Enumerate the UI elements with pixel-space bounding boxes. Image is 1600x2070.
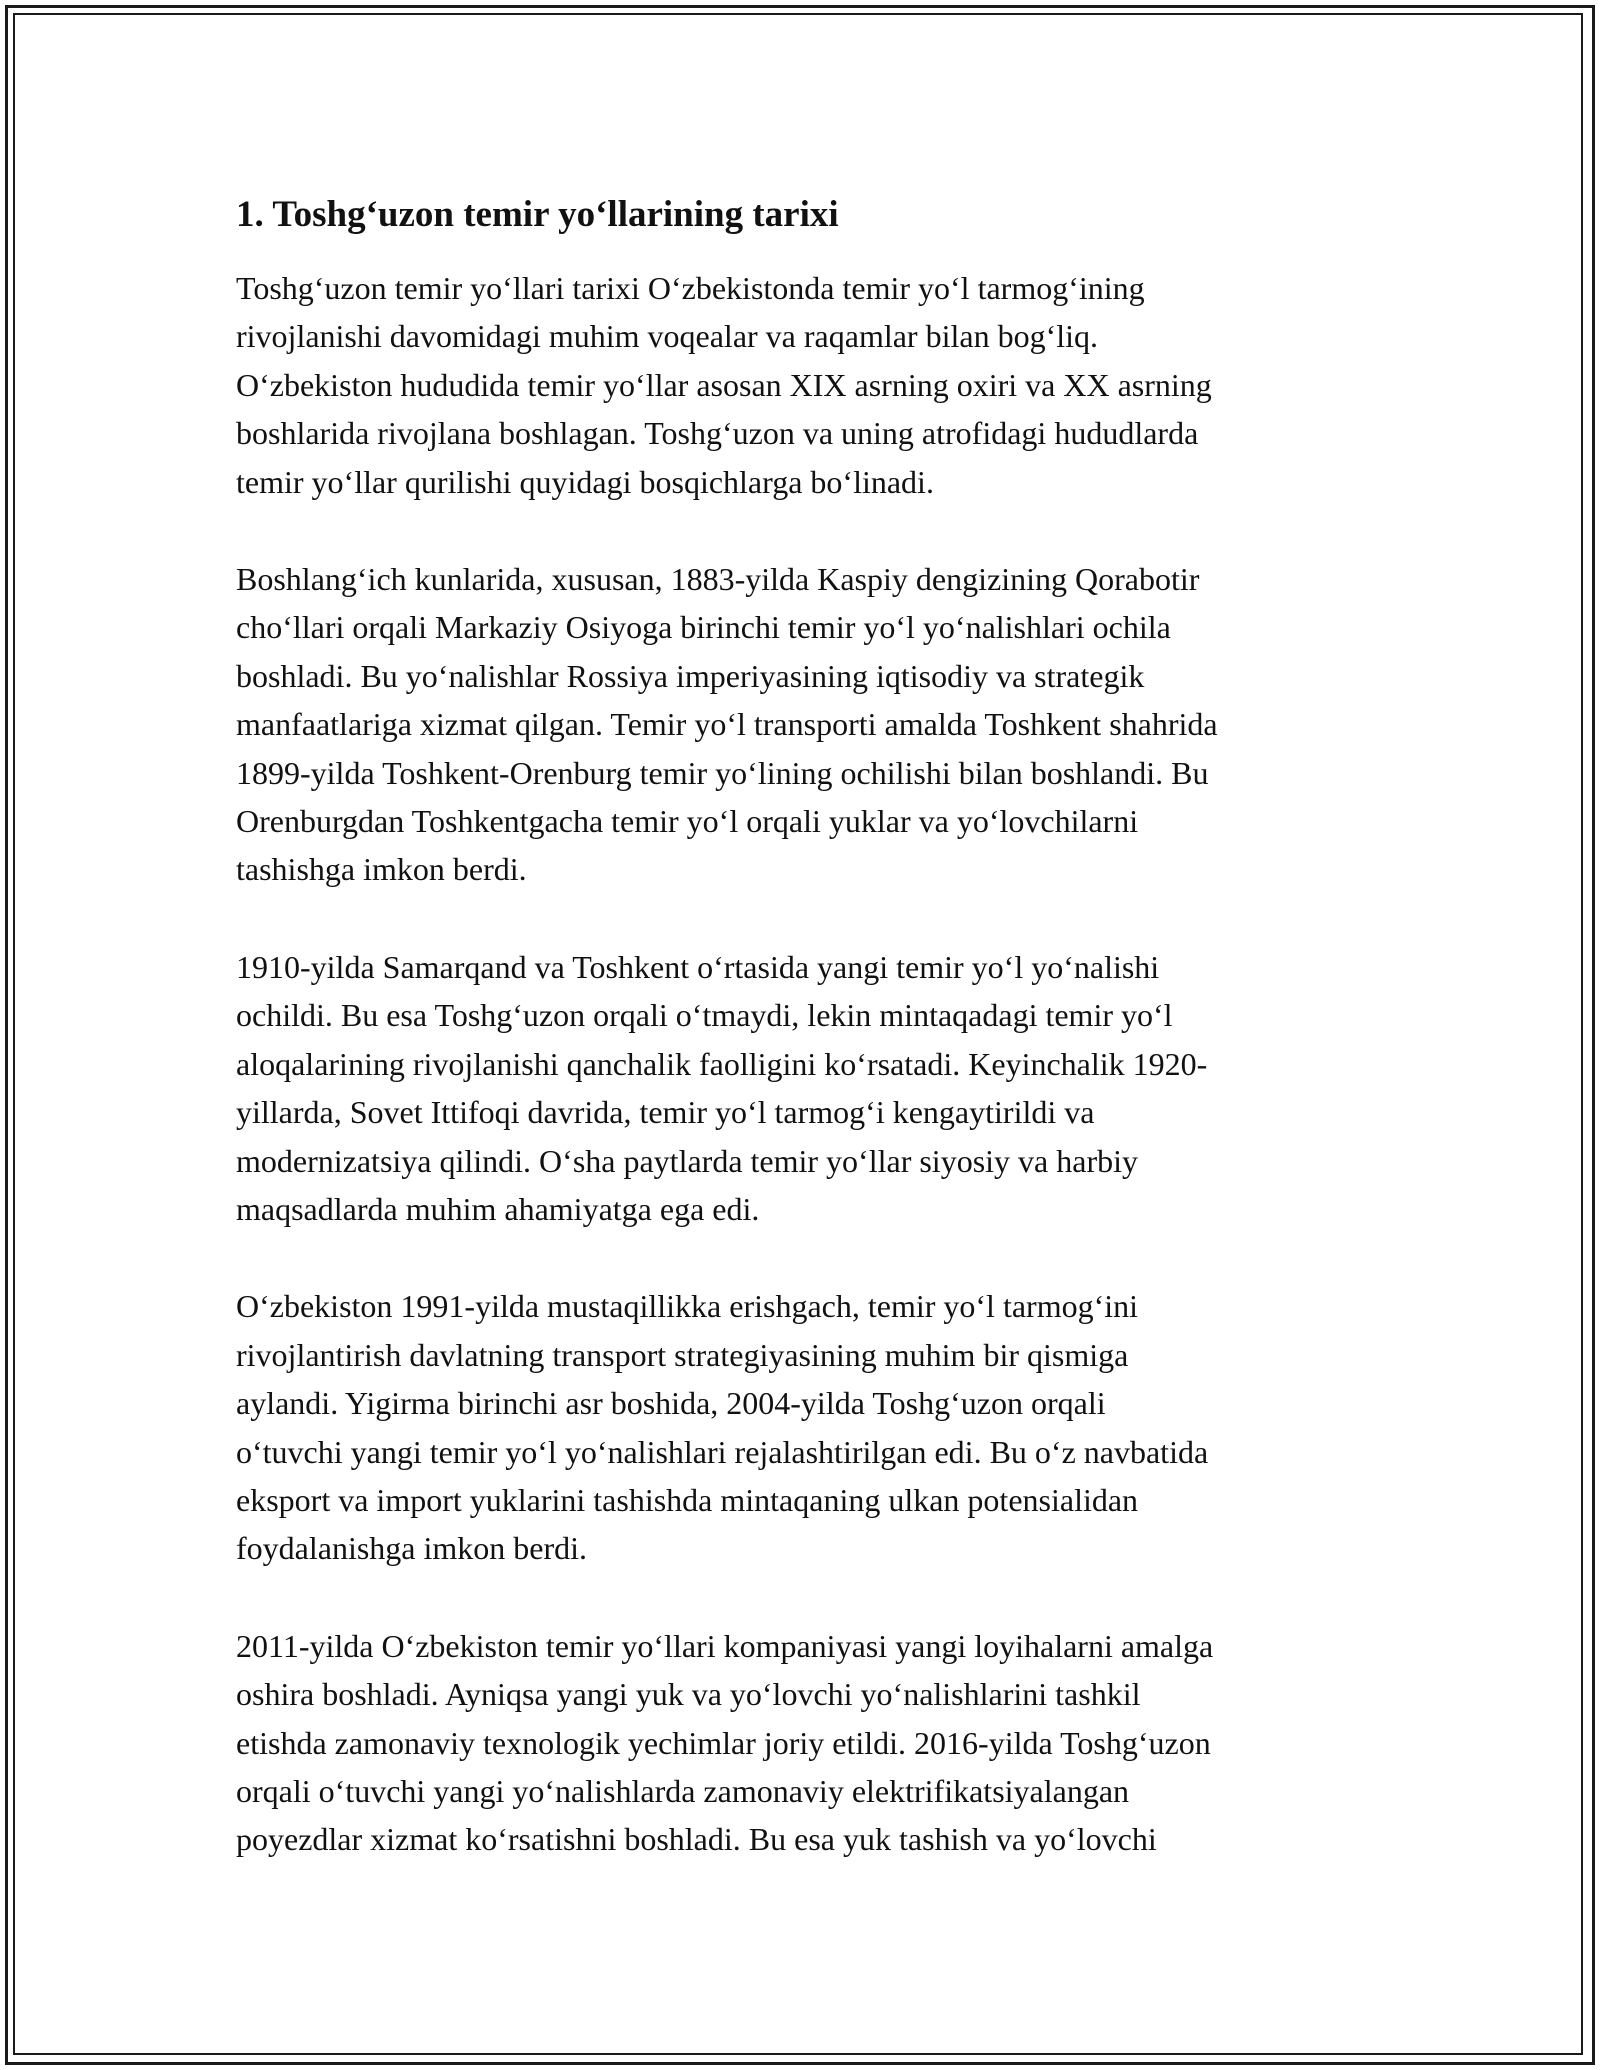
paragraph-line: aloqalarining rivojlanishi qanchalik faolligini ko‘rsatadi. Keyinchalik 1920- bbox=[236, 1045, 1208, 1082]
paragraph-line: manfaatlariga xizmat qilgan. Temir yo‘l transporti amalda Toshkent shahrida bbox=[236, 706, 1218, 743]
paragraph-line: o‘tuvchi yangi temir yo‘l yo‘nalishlari rejalashtirilgan edi. Bu o‘z navbatida bbox=[236, 1433, 1209, 1470]
paragraph-line: 2011-yilda O‘zbekiston temir yo‘llari kompaniyasi yangi loyihalarni amalga bbox=[236, 1627, 1214, 1664]
paragraph-line: eksport va import yuklarini tashishda mintaqaning ulkan potensialidan bbox=[236, 1481, 1139, 1518]
paragraph-line: Toshg‘uzon temir yo‘llari tarixi O‘zbekistonda temir yo‘l tarmog‘ining bbox=[236, 270, 1145, 306]
paragraph-line: rivojlanishi davomidagi muhim voqealar va raqamlar bilan bog‘liq. bbox=[236, 318, 1098, 355]
paragraph-line: maqsadlarda muhim ahamiyatga ega edi. bbox=[236, 1190, 760, 1227]
paragraph-line: oshira boshladi. Ayniqsa yangi yuk va yo‘lovchi yo‘nalishlarini tashkil bbox=[236, 1676, 1141, 1713]
document-page bbox=[236, 186, 1370, 1913]
paragraph-line: orqali o‘tuvchi yangi yo‘nalishlarda zamonaviy elektrifikatsiyalangan bbox=[236, 1772, 1130, 1809]
paragraph-line: yillarda, Sovet Ittifoqi davrida, temir yo‘l tarmog‘i kengaytirildi va bbox=[236, 1094, 1095, 1131]
paragraph-line: modernizatsiya qilindi. O‘sha paytlarda temir yo‘llar siyosiy va harbiy bbox=[236, 1142, 1138, 1179]
section-heading: 1. Toshg‘uzon temir yo‘llarining tarixi bbox=[236, 194, 839, 235]
paragraph-line: poyezdlar xizmat ko‘rsatishni boshladi. Bu esa yuk tashish va yo‘lovchi bbox=[236, 1821, 1157, 1858]
paragraph-line: tashishga imkon berdi. bbox=[236, 851, 527, 888]
paragraph-line: O‘zbekiston hududida temir yo‘llar asosan XIX asrning oxiri va XX asrning bbox=[236, 366, 1212, 403]
paragraph-line: aylandi. Yigirma birinchi asr boshida, 2004-yilda Toshg‘uzon orqali bbox=[236, 1385, 1106, 1422]
paragraph-line: temir yo‘llar qurilishi quyidagi bosqichlarga bo‘linadi. bbox=[236, 463, 934, 500]
body-paragraph bbox=[236, 264, 1370, 506]
body-paragraph bbox=[236, 1282, 1370, 1572]
body-paragraph bbox=[236, 1622, 1370, 1864]
paragraph-line: cho‘llari orqali Markaziy Osiyoga birinchi temir yo‘l yo‘nalishlari ochila bbox=[236, 609, 1171, 646]
document-body bbox=[236, 264, 1370, 1864]
paragraph-line: ochildi. Bu esa Toshg‘uzon orqali o‘tmaydi, lekin mintaqadagi temir yo‘l bbox=[236, 997, 1173, 1034]
paragraph-line: etishda zamonaviy texnologik yechimlar joriy etildi. 2016-yilda Toshg‘uzon bbox=[236, 1724, 1211, 1761]
paragraph-line: O‘zbekiston 1991-yilda mustaqillikka erishgach, temir yo‘l tarmog‘ini bbox=[236, 1288, 1139, 1325]
paragraph-line: foydalanishga imkon berdi. bbox=[236, 1530, 588, 1567]
paragraph-line: rivojlantirish davlatning transport strategiyasining muhim bir qismiga bbox=[236, 1336, 1129, 1373]
paragraph-line: boshlarida rivojlana boshlagan. Toshg‘uzon va uning atrofidagi hududlarda bbox=[236, 415, 1199, 452]
paragraph-line: boshladi. Bu yo‘nalishlar Rossiya imperiyasining iqtisodiy va strategik bbox=[236, 657, 1145, 694]
paragraph-line: Boshlang‘ich kunlarida, xususan, 1883-yilda Kaspiy dengizining Qorabotir bbox=[236, 561, 1200, 598]
paragraph-line: Orenburgdan Toshkentgacha temir yo‘l orqali yuklar va yo‘lovchilarni bbox=[236, 803, 1139, 840]
paragraph-line: 1910-yilda Samarqand va Toshkent o‘rtasida yangi temir yo‘l yo‘nalishi bbox=[236, 948, 1160, 985]
paragraph-line: 1899-yilda Toshkent-Orenburg temir yo‘lining ochilishi bilan boshlandi. Bu bbox=[236, 754, 1209, 791]
body-paragraph bbox=[236, 555, 1370, 894]
body-paragraph bbox=[236, 943, 1370, 1233]
